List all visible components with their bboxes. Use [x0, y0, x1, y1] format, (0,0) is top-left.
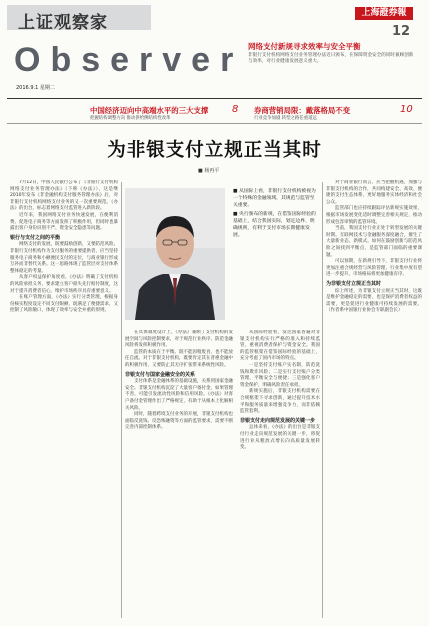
newspaper-logo: 上海證券報	[355, 7, 413, 20]
column-divider	[121, 182, 122, 618]
paragraph: 从客户权益保护角度看，《办法》明确了支付机构的风险承担义务，要求建立客户损失先行赔付制度，这对于提升消费者信心、维护市场秩序具有重要意义。	[10, 275, 118, 294]
article-headline: 为非银支付立规正当其时	[107, 140, 322, 161]
page-number: 12	[392, 24, 411, 39]
pull-quote	[233, 188, 316, 241]
issue-date: 2016.9.1 星期二	[16, 85, 55, 91]
pull-quote-2: ■ 央行颁布的新规，在借鉴国际经验的基础上，结合我国实际，划定边界、明确规则，有利于支付市场长期健康发展。	[233, 212, 316, 238]
body-column-1	[10, 180, 118, 620]
teaser-1-headline[interactable]: 中国经济迈向中高端水平的三大支撑	[90, 106, 209, 115]
subheading: 非银支付走向规范发展的关键一步	[240, 417, 316, 424]
pull-quote-1: ■ 从国际上看，非银行支付机构被视为一个特殊的金融领域，其规范与监管至关重要。	[233, 189, 316, 208]
paragraph: 监管的本质在于平衡。既不能因噎废食，也不能放任自流。对于非银支付机构，既要肯定其在普惠金融中的积极作用，又要防止其无序扩张带来系统性风险。	[125, 349, 233, 368]
paragraph: 从国际经验看，发达国家普遍对非银支付机构实行严格的准入和持续监管，重视消费者保护与资金安全。我国的监管框架在借鉴国际经验的基础上，充分考虑了国内市场的特点。	[240, 330, 320, 362]
paragraph: 支付体系是金融体系的基础设施，关系到国家金融安全。非银支付机构沉淀了大量客户备付金，如果管理不善，可能引发流动性风险和信用风险。《办法》对客户备付金管理作出了严格规定，有助于从根本上化解相关风险。	[125, 379, 233, 411]
paragraph: 新规实施后，非银支付机构需要在合规框架下寻求创新，通过提升技术水平和服务质量来增强竞争力，而非依赖监管套利。	[240, 389, 320, 415]
paragraph: 总体来看，《办法》的出台是非银支付行业走向规范发展的关键一步，将促进行业从粗放式增长向高质量发展转变。	[240, 425, 320, 451]
section-title: 上证观察家	[18, 13, 108, 33]
paragraph: 在账户管理方面，《办法》实行分类管理，根据身份核实程度设定不同支付限额，既满足了便捷需求，又控制了风险敞口，体现了效率与安全并重的原则。	[10, 295, 118, 314]
body-column-2	[125, 330, 233, 620]
paragraph: 一是坚持支付账户实名制，防范洗钱和欺诈风险；二是实行支付账户分类管理，平衡安全与便捷；三是强化客户资金保护，明确风险责任承担。	[240, 362, 320, 388]
subheading: 为非银支付立规正当其时	[326, 280, 382, 287]
teaser-2-sub: 行业竞争加剧 转型之路任重道远	[254, 116, 317, 121]
author-portrait	[125, 188, 225, 320]
paragraph: 综上所述，为非银支付立规正当其时，这既是维护金融稳定的需要，也是保护消费者权益的需要，更是促进行业健康可持续发展的需要。（作者系中国银行业协会专职副会长）	[326, 288, 422, 314]
column-divider	[322, 182, 323, 618]
paragraph: 近年来，我国网络支付业务快速发展，在便利消费、促进电子商务等方面发挥了积极作用，但同时也暴露出客户身份识别不严、资金安全隐患等问题。	[10, 212, 118, 232]
paragraph: 同时，随着跨境支付业务的开展，非银支付机构也面临反洗钱、反恐怖融资等方面的监管要求，需要不断完善内部控制体系。	[125, 412, 233, 431]
paragraph: 在具体制度设计上，《办法》兼顾了支付机构的发展空间与风险控制要求，对于规范行业秩序、防范金融风险将发挥积极作用。	[125, 330, 233, 349]
body-column-4	[326, 180, 422, 620]
article-byline: ■ 杨再平	[198, 168, 220, 174]
top-deck: 非银行支付机构网络支付业务管理办法近日颁布，在保障资金安全的同时兼顾创新与效率，对行业健康发展意义重大。	[248, 53, 414, 65]
teaser-2-page: 10	[400, 104, 413, 115]
teaser-1-sub: 把握结构调整方向 推动供给侧结构性改革	[90, 116, 171, 121]
observer-wordmark: Observer	[14, 41, 244, 79]
paragraph: 7月12日，中国人民银行公布了《非银行支付机构网络支付业务管理办法》（下称《办法》），这是继2010年发布《非金融机构支付服务管理办法》后，对非银行支付机构网络支付业务的又一次重要规范。《办法》的出台，标志着网络支付监管进入新阶段。	[10, 180, 118, 212]
portrait-image	[125, 188, 225, 320]
body-column-3	[240, 330, 320, 620]
masthead-rule	[7, 98, 422, 99]
teaser-rule	[7, 123, 422, 124]
paragraph: 对于商业银行而言，应当把握机遇，加强与非银支付机构的合作，共同构建安全、高效、便捷的支付生态体系，更好地服务实体经济和社会公众。	[326, 180, 422, 205]
paragraph: 监管部门也应持续跟踪评估新规实施效果，根据市场发展变化适时调整完善相关规定，推动形成包容审慎的监管环境。	[326, 206, 422, 225]
subheading: 银行与支付之间的平衡	[10, 234, 61, 241]
teaser-2-headline[interactable]: 券商营销局限：戴落格局不变	[254, 106, 351, 115]
teaser-1-page: 8	[232, 104, 239, 115]
top-headline[interactable]: 网络支付新规寻求效率与安全平衡	[248, 42, 361, 51]
paragraph: 可以预期，在新规引导下，非银支付行业将更加注重合规经营与风险管理，行业集中度有望进一步提升，市场格局将更加健康有序。	[326, 259, 422, 278]
paragraph: 当前，我国支付行业正处于转型发展的关键时期。互联网技术与金融服务深度融合，催生了大量新业态、新模式。如何在鼓励创新与防范风险之间找到平衡点，是监管部门面临的重要课题。	[326, 226, 422, 258]
subheading: 非银支付与国家金融安全的关系	[125, 371, 196, 378]
paragraph: 网络支付的发展，既要鼓励创新，又要防范风险。非银行支付机构作为支付服务的重要提供者，应当坚持服务电子商务和小额便民支付的定位，与商业银行形成互补而非替代关系。这一思路体现了监管层对支付体系整体稳定的考量。	[10, 242, 118, 274]
